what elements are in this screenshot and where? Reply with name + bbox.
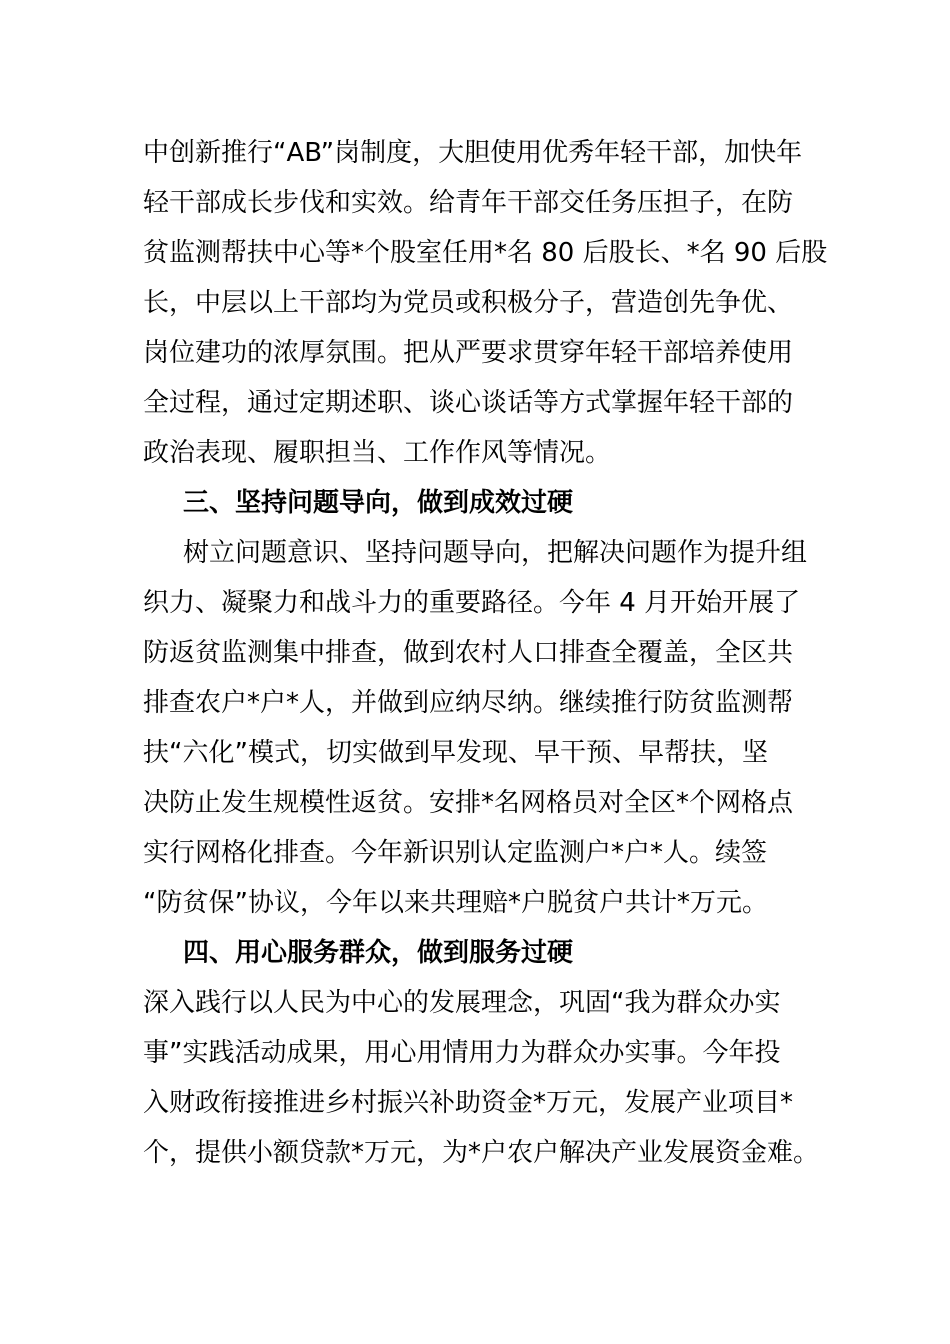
body-text-line: 排查农户*户*人，并做到应纳尽纳。继续推行防贫监测帮: [143, 688, 794, 718]
section-heading-4: 四、用心服务群众，做到服务过硬: [183, 938, 574, 968]
body-text-line: 事”实践活动成果，用心用情用力为群众办实事。今年投: [143, 1038, 781, 1068]
body-text-line: 决防止发生规模性返贫。安排*名网格员对全区*个网格点: [143, 788, 794, 818]
body-text-line: 个，提供小额贷款*万元，为*户农户解决产业发展资金难。: [143, 1138, 820, 1168]
body-text-line: 中创新推行“AB”岗制度，大胆使用优秀年轻干部，加快年: [143, 138, 803, 168]
body-text-line: 扶“六化”模式，切实做到早发现、早干预、早帮扶，坚: [143, 738, 768, 768]
section-heading-3: 三、坚持问题导向，做到成效过硬: [183, 488, 574, 518]
body-text-line: 树立问题意识、坚持问题导向，把解决问题作为提升组: [183, 538, 808, 568]
body-text-line: 政治表现、履职担当、工作作风等情况。: [143, 438, 612, 468]
body-text-line: 贫监测帮扶中心等*个股室任用*名 80 后股长、*名 90 后股: [143, 238, 828, 268]
body-text-line: 防返贫监测集中排查，做到农村人口排查全覆盖，全区共: [143, 638, 794, 668]
body-text-line: 织力、凝聚力和战斗力的重要路径。今年 4 月开始开展了: [143, 588, 801, 618]
body-text-line: 深入践行以人民为中心的发展理念，巩固“我为群众办实: [143, 988, 781, 1018]
body-text-line: 实行网格化排查。今年新识别认定监测户*户*人。续签: [143, 838, 768, 868]
body-text-line: 入财政衔接推进乡村振兴补助资金*万元，发展产业项目*: [143, 1088, 794, 1118]
body-text-line: 长，中层以上干部均为党员或积极分子，营造创先争优、: [143, 288, 794, 318]
body-text-line: 轻干部成长步伐和实效。给青年干部交任务压担子，在防: [143, 188, 794, 218]
body-text-line: 全过程，通过定期述职、谈心谈话等方式掌握年轻干部的: [143, 388, 794, 418]
body-text-line: “防贫保”协议，今年以来共理赔*户脱贫户共计*万元。: [143, 888, 768, 918]
document-body: [143, 128, 828, 1178]
body-text-line: 岗位建功的浓厚氛围。把从严要求贯穿年轻干部培养使用: [143, 338, 794, 368]
